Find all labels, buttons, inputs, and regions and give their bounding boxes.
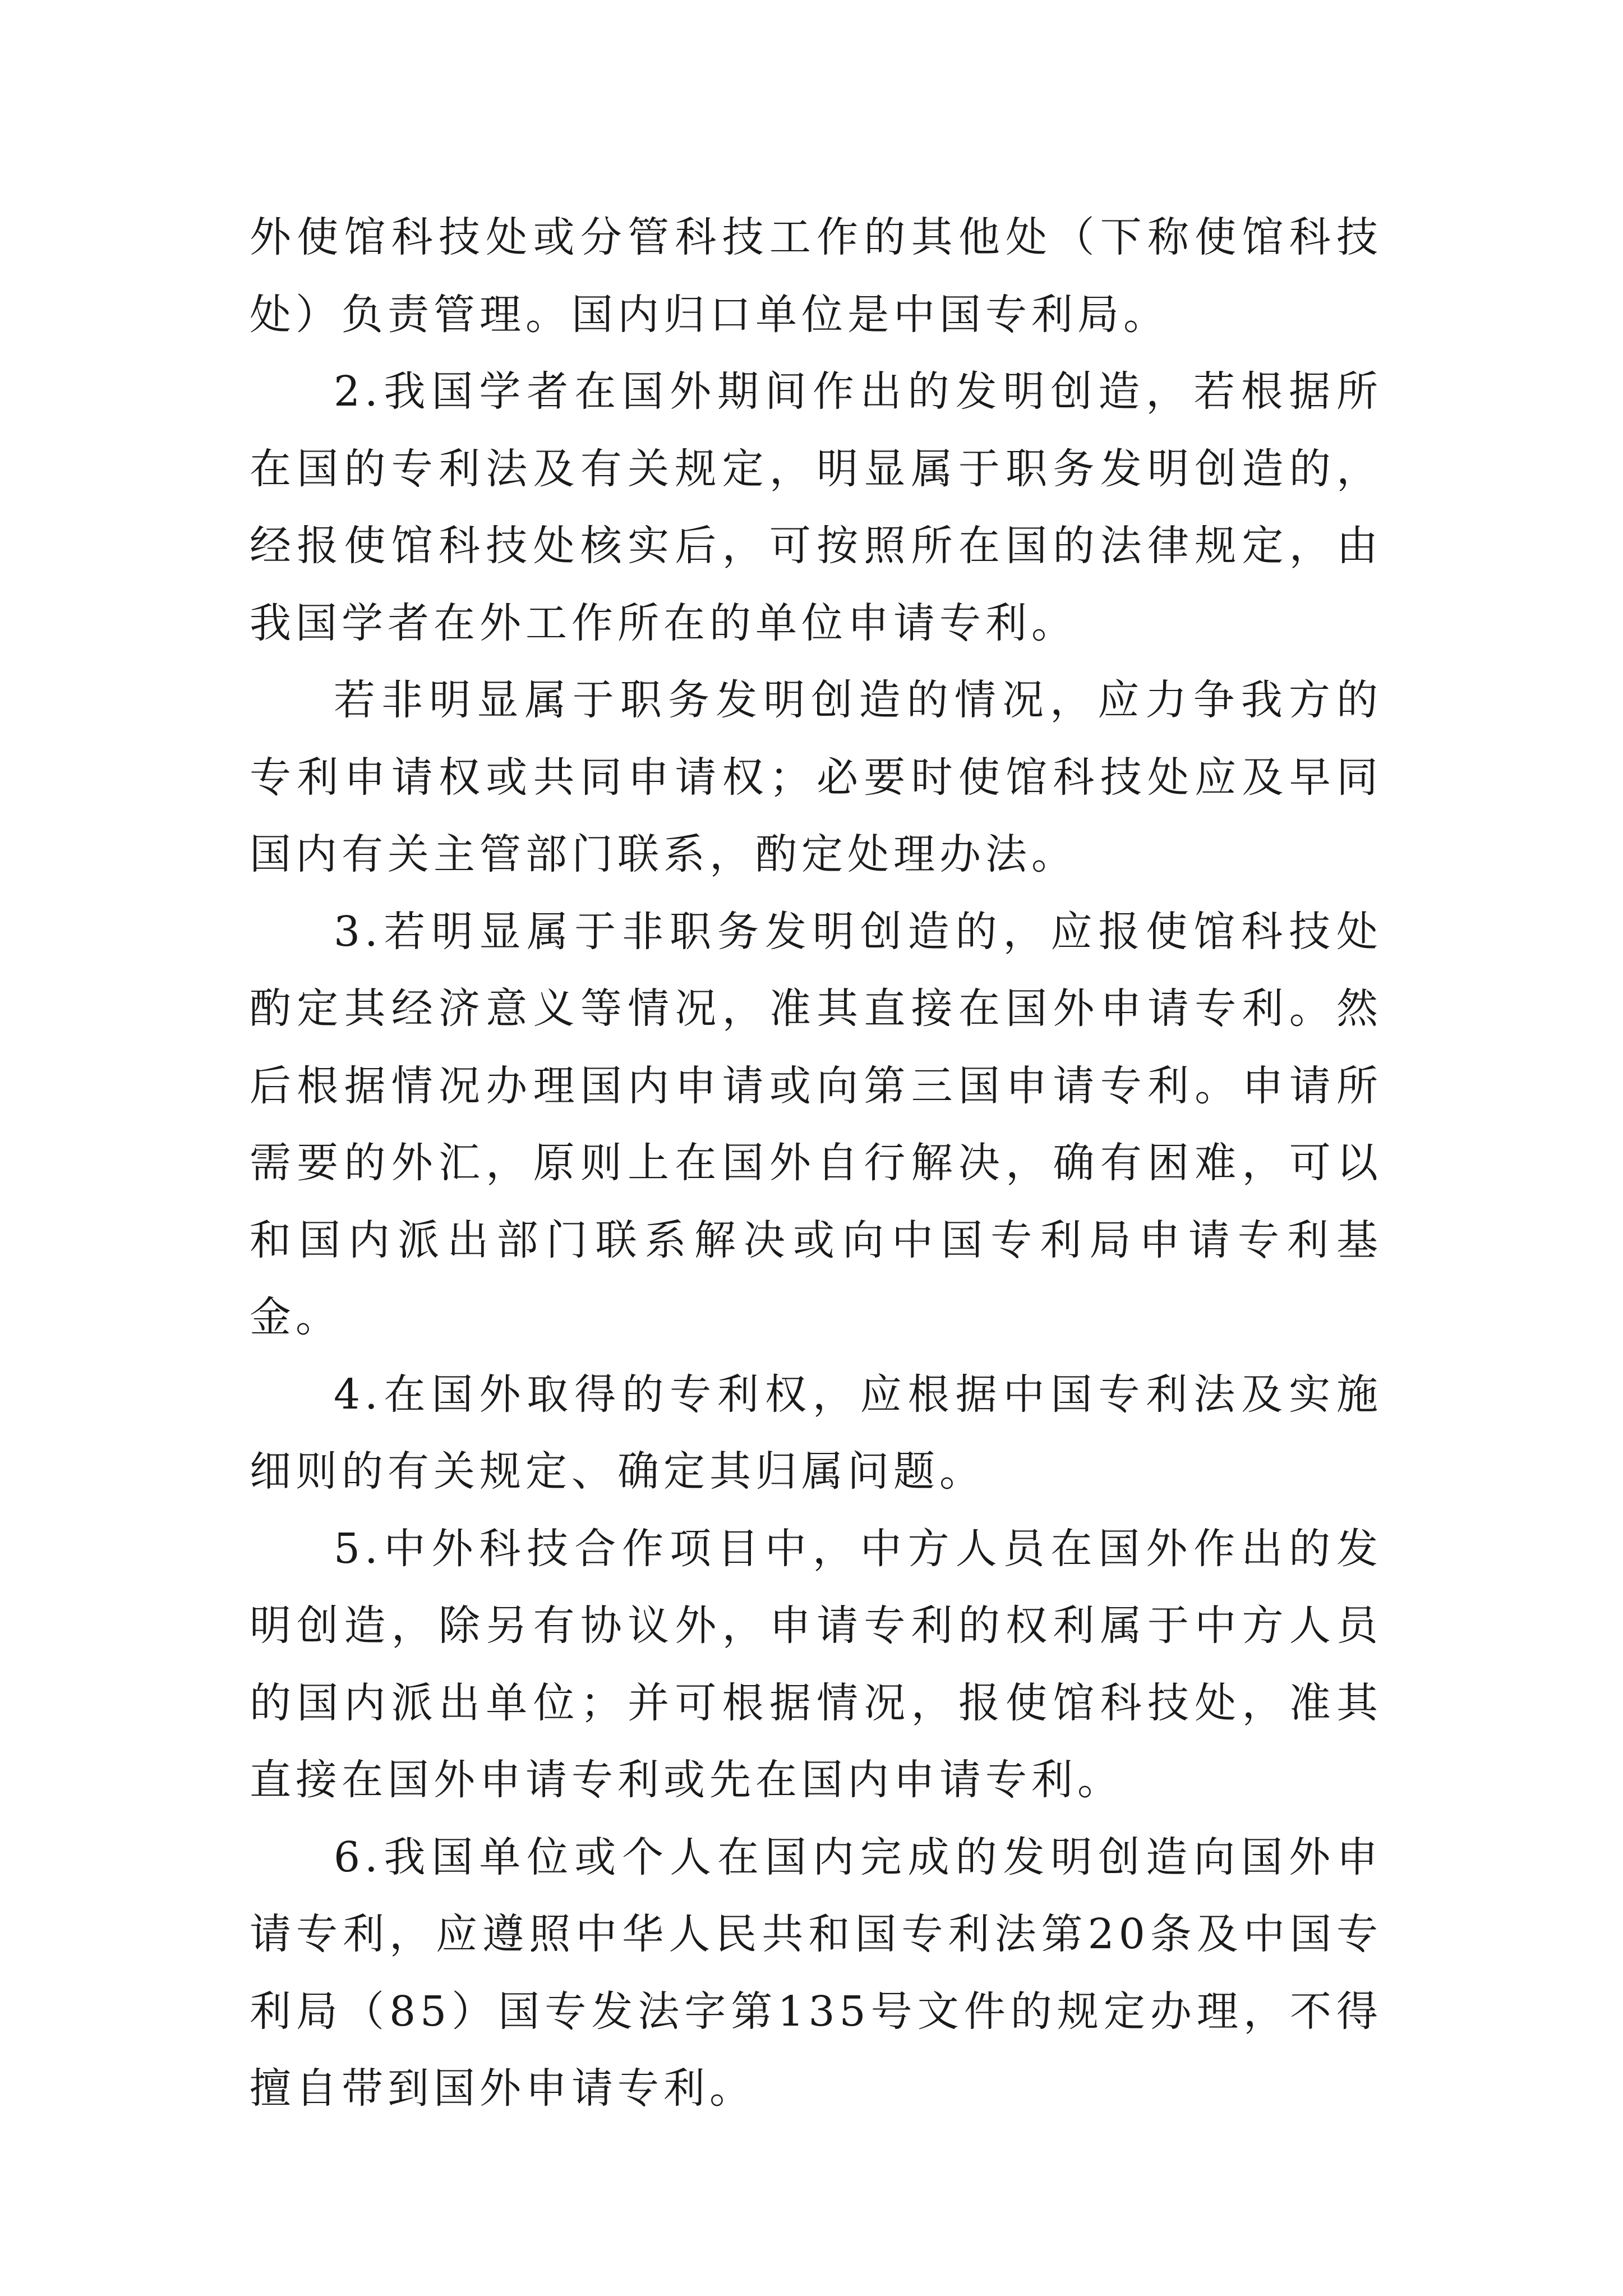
paragraph-item-4: 4.在国外取得的专利权，应根据中国专利法及实施细则的有关规定、确定其归属问题。 (250, 1370, 1382, 1496)
paragraph-item-5: 5.中外科技合作项目中，中方人员在国外作出的发明创造，除另有协议外，申请专利的权利属于中方人员的国内派出单位；并可根据情况，报使馆科技处，准其直接在国外申请专利或先在国内申请专利。 (250, 1524, 1382, 1804)
paragraph-item-3: 3.若明显属于非职务发明创造的，应报使馆科技处酌定其经济意义等情况，准其直接在国外申请专利。然后根据情况办理国内申请或向第三国申请专利。申请所需要的外汇，原则上在国外自行解决，确有困难，可以和国内派出部门联系解决或向中国专利局申请专利基金。 (250, 907, 1382, 1341)
document-body (250, 199, 1382, 2128)
paragraph-item-2: 2.我国学者在国外期间作出的发明创造，若根据所在国的专利法及有关规定，明显属于职务发明创造的，经报使馆科技处核实后，可按照所在国的法律规定，由我国学者在外工作所在的单位申请专利。 (250, 367, 1382, 647)
paragraph-item-2-supplement: 若非明显属于职务发明创造的情况，应力争我方的专利申请权或共同申请权；必要时使馆科技处应及早同国内有关主管部门联系，酌定处理办法。 (250, 676, 1382, 878)
paragraph-item-6: 6.我国单位或个人在国内完成的发明创造向国外申请专利，应遵照中华人民共和国专利法第20条及中国专利局（85）国专发法字第135号文件的规定办理，不得擅自带到国外申请专利。 (250, 1833, 1382, 2113)
paragraph-continuation: 外使馆科技处或分管科技工作的其他处（下称使馆科技处）负责管理。国内归口单位是中国专利局。 (250, 213, 1382, 339)
